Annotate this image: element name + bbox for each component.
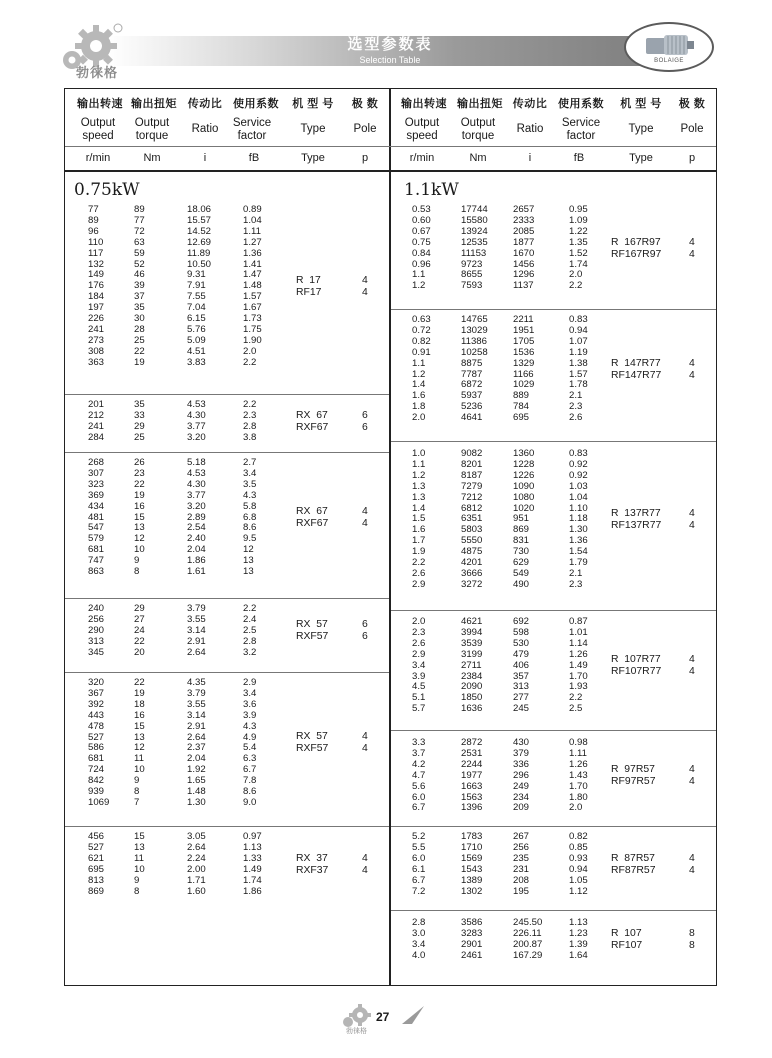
pole-count: 4 4: [689, 236, 695, 260]
cell-torque: 26 23 22 19 16 15 13 12 10 9 8: [134, 457, 145, 578]
brand-badge: [624, 22, 714, 72]
model-type: R 97R57 RF97R57: [611, 764, 656, 788]
pole-count: 6 6: [362, 409, 368, 433]
cell-fb: 0.83 0.92 0.92 1.03 1.04 1.10 1.18 1.30 1.36 1.54 1.79 2.1 2.3: [569, 448, 588, 590]
cell-torque: 22 19 18 16 15 13 12 11 10 9 8 7: [134, 677, 145, 808]
cell-torque: 2872 2531 2244 1977 1663 1563 1396: [461, 737, 483, 814]
model-type: R 107R77 RF107R77: [611, 654, 662, 678]
col-unit-speed: r/min: [85, 152, 111, 164]
cell-speed: 268 307 323 369 434 481 547 579 681 747 863: [88, 457, 105, 578]
cell-torque: 4621 3994 3539 3199 2711 2384 2090 1850 1636: [461, 616, 483, 715]
col-unit-type: Type: [301, 152, 325, 164]
col-head-cn-speed: 输出转速: [77, 98, 123, 110]
cell-ratio: 692 598 530 479 406 357 313 277 245: [513, 616, 530, 715]
group-separator: [65, 394, 389, 395]
cell-torque: 17744 15580 13924 12535 11153 9723 8655 7593: [461, 204, 488, 292]
cell-torque: 89 77 72 63 59 52 46 39 37 35 30 28 25 22 19: [134, 204, 145, 368]
cell-ratio: 4.35 3.79 3.55 3.14 2.91 2.64 2.37 2.04 1.92 1.65 1.48 1.30: [187, 677, 206, 808]
col-head-cn-type: 机 型 号: [292, 98, 334, 110]
cell-fb: 0.82 0.85 0.93 0.94 1.05 1.12: [569, 831, 588, 897]
cell-speed: 0.53 0.60 0.67 0.75 0.84 0.96 1.1 1.2: [412, 204, 431, 292]
brand-text: BOLAIGE: [654, 58, 684, 64]
col-head-en-torque: Output torque: [134, 117, 170, 142]
model-type: RX 57 RXF57: [296, 731, 329, 755]
col-head-cn-torque-r: 输出扭矩: [457, 98, 503, 110]
model-type: R 167R97 RF167R97: [611, 236, 662, 260]
cell-fb: 2.9 3.4 3.6 3.9 4.3 4.9 5.4 6.3 6.7 7.8 8.6 9.0: [243, 677, 257, 808]
cell-ratio: 430 379 336 296 249 234 209: [513, 737, 530, 814]
cell-speed: 5.2 5.5 6.0 6.1 6.7 7.2: [412, 831, 426, 897]
col-head-cn-ratio: 传动比: [187, 98, 223, 110]
col-head-en-speed: Output speed: [80, 117, 116, 142]
group-separator: [65, 826, 389, 827]
pole-count: 4 4: [362, 505, 368, 529]
col-head-en-pole-r: Pole: [680, 123, 704, 135]
header-title-cn: 选型参数表: [347, 36, 433, 53]
cell-speed: 2.8 3.0 3.4 4.0: [412, 917, 426, 961]
col-unit-torque: Nm: [143, 152, 161, 164]
model-type: R 147R77 RF147R77: [611, 357, 662, 381]
pole-count: 4 4: [689, 764, 695, 788]
cell-speed: 201 212 241 284: [88, 399, 105, 443]
cell-fb: 2.7 3.4 3.5 4.3 5.8 6.8 8.6 9.5 12 13 13: [243, 457, 257, 578]
col-head-en-factor-r: Service factor: [561, 117, 601, 142]
footer-logo-text: 勃徕格: [346, 1028, 367, 1035]
pole-count: 4 4: [362, 274, 368, 298]
col-unit-ratio-r: i: [528, 152, 532, 164]
cell-ratio: 2211 1951 1705 1536 1329 1166 1029 889 784 695: [513, 314, 535, 424]
col-unit-ratio: i: [203, 152, 207, 164]
cell-fb: 1.13 1.23 1.39 1.64: [569, 917, 588, 961]
group-separator: [65, 598, 389, 599]
group-separator: [391, 910, 716, 911]
group-separator: [391, 309, 716, 310]
cell-speed: 240 256 290 313 345: [88, 603, 105, 658]
col-unit-type-r: Type: [629, 152, 653, 164]
cell-torque: 1783 1710 1569 1543 1389 1302: [461, 831, 483, 897]
page-header: [0, 0, 772, 86]
model-type: R 87R57 RF87R57: [611, 852, 656, 876]
pole-count: 4 4: [689, 654, 695, 678]
cell-fb: 0.98 1.11 1.26 1.43 1.70 1.80 2.0: [569, 737, 588, 814]
pole-count: 4 4: [362, 731, 368, 755]
cell-fb: 0.83 0.94 1.07 1.19 1.38 1.57 1.78 2.1 2.3 2.6: [569, 314, 588, 424]
col-head-en-type: Type: [300, 123, 326, 135]
cell-torque: 35 33 29 25: [134, 399, 145, 443]
cell-fb: 2.2 2.4 2.5 2.8 3.2: [243, 603, 257, 658]
model-type: RX 67 RXF67: [296, 409, 329, 433]
group-separator: [65, 672, 389, 673]
col-head-cn-type-r: 机 型 号: [620, 98, 662, 110]
header-title-en: Selection Table: [359, 55, 421, 65]
col-unit-factor: fB: [248, 152, 260, 164]
cell-speed: 320 367 392 443 478 527 586 681 724 842 939 1069: [88, 677, 110, 808]
col-unit-pole: p: [361, 152, 369, 164]
col-head-cn-factor-r: 使用系数: [558, 98, 604, 110]
cell-speed: 2.0 2.3 2.6 2.9 3.4 3.9 4.5 5.1 5.7: [412, 616, 426, 715]
col-head-cn-pole-r: 极 数: [678, 98, 706, 110]
group-separator: [391, 730, 716, 731]
pole-count: 4 4: [689, 852, 695, 876]
table-center-divider: [389, 88, 391, 986]
col-head-cn-speed-r: 输出转速: [401, 98, 447, 110]
cell-speed: 1.0 1.1 1.2 1.3 1.3 1.4 1.5 1.6 1.7 1.9 2.2 2.6 2.9: [412, 448, 426, 590]
motor-icon: [644, 32, 696, 58]
col-unit-torque-r: Nm: [469, 152, 487, 164]
model-type: RX 37 RXF37: [296, 852, 329, 876]
cell-fb: 0.89 1.04 1.11 1.27 1.36 1.41 1.47 1.48 1.57 1.67 1.73 1.75 1.90 2.0 2.2: [243, 204, 262, 368]
model-type: RX 57 RXF57: [296, 619, 329, 643]
group-separator: [391, 826, 716, 827]
cell-ratio: 267 256 235 231 208 195: [513, 831, 530, 897]
col-unit-factor-r: fB: [573, 152, 585, 164]
cell-ratio: 5.18 4.53 4.30 3.77 3.20 2.89 2.54 2.40 2.04 1.86 1.61: [187, 457, 206, 578]
cell-fb: 2.2 2.3 2.8 3.8: [243, 399, 257, 443]
col-head-en-type-r: Type: [628, 123, 654, 135]
col-head-cn-torque: 输出扭矩: [131, 98, 177, 110]
cell-speed: 0.63 0.72 0.82 0.91 1.1 1.2 1.4 1.6 1.8 2.0: [412, 314, 431, 424]
cell-ratio: 4.53 4.30 3.77 3.20: [187, 399, 206, 443]
model-type: R 107 RF107: [611, 927, 643, 951]
cell-torque: 3586 3283 2901 2461: [461, 917, 483, 961]
col-head-en-torque-r: Output torque: [460, 117, 496, 142]
cell-fb: 0.95 1.09 1.22 1.35 1.52 1.74 2.0 2.2: [569, 204, 588, 292]
cell-ratio: 3.05 2.64 2.24 2.00 1.71 1.60: [187, 831, 206, 897]
model-type: RX 67 RXF67: [296, 505, 329, 529]
cell-torque: 14765 13029 11386 10258 8875 7787 6872 5937 5236 4641: [461, 314, 488, 424]
pole-count: 4 4: [689, 357, 695, 381]
cell-torque: 15 13 11 10 9 8: [134, 831, 145, 897]
col-head-en-pole: Pole: [353, 123, 377, 135]
cell-ratio: 2657 2333 2085 1877 1670 1456 1296 1137: [513, 204, 535, 292]
col-head-en-ratio: Ratio: [191, 123, 219, 135]
power-label-left: 0.75kW: [74, 180, 140, 200]
col-head-cn-factor: 使用系数: [233, 98, 279, 110]
cell-torque: 9082 8201 8187 7279 7212 6812 6351 5803 5550 4875 4201 3666 3272: [461, 448, 483, 590]
cell-speed: 456 527 621 695 813 869: [88, 831, 105, 897]
pole-count: 6 6: [362, 619, 368, 643]
page-number: 27: [376, 1010, 390, 1024]
power-label-right: 1.1kW: [404, 180, 459, 200]
model-type: R 137R77 RF137R77: [611, 507, 662, 531]
pole-count: 4 4: [689, 507, 695, 531]
col-head-cn-ratio-r: 传动比: [512, 98, 548, 110]
pole-count: 8 8: [689, 927, 695, 951]
col-head-en-speed-r: Output speed: [404, 117, 440, 142]
cell-ratio: 1360 1228 1226 1090 1080 1020 951 869 831 730 629 549 490: [513, 448, 535, 590]
cell-fb: 0.87 1.01 1.14 1.26 1.49 1.70 1.93 2.2 2.5: [569, 616, 588, 715]
cell-speed: 3.3 3.7 4.2 4.7 5.6 6.0 6.7: [412, 737, 426, 814]
model-type: R 17 RF17: [296, 274, 322, 298]
group-separator: [391, 610, 716, 611]
col-head-cn-pole: 极 数: [351, 98, 379, 110]
header-bottom-rule: [65, 170, 716, 172]
page-arrow-icon: [402, 1006, 424, 1024]
cell-torque: 29 27 24 22 20: [134, 603, 145, 658]
logo-text: 勃徕格: [76, 65, 119, 80]
group-separator: [65, 452, 389, 453]
col-unit-pole-r: p: [688, 152, 696, 164]
group-separator: [391, 441, 716, 442]
cell-speed: 77 89 96 110 117 132 149 176 184 197 226 241 273 308 363: [88, 204, 105, 368]
cell-ratio: 245.50 226.11 200.87 167.29: [513, 917, 543, 961]
col-unit-speed-r: r/min: [409, 152, 435, 164]
cell-ratio: 18.06 15.57 14.52 12.69 11.89 10.50 9.31 7.91 7.55 7.04 6.15 5.76 5.09 4.51 3.83: [187, 204, 212, 368]
pole-count: 4 4: [362, 852, 368, 876]
header-rule: [65, 146, 716, 147]
col-head-en-factor: Service factor: [232, 117, 272, 142]
cell-fb: 0.97 1.13 1.33 1.49 1.74 1.86: [243, 831, 262, 897]
col-head-en-ratio-r: Ratio: [516, 123, 544, 135]
cell-ratio: 3.79 3.55 3.14 2.91 2.64: [187, 603, 206, 658]
